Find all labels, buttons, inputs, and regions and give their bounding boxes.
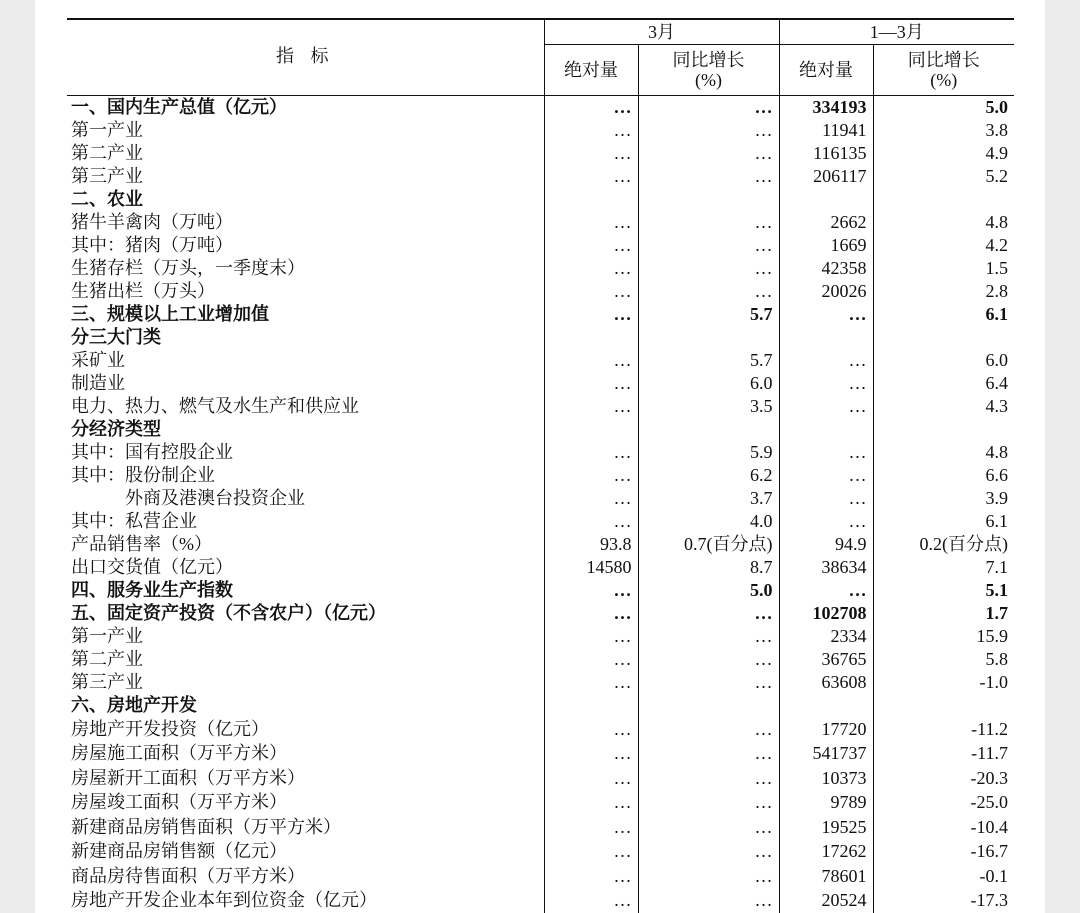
table-row	[67, 510, 1014, 533]
row-label: 三、规模以上工业增加值	[71, 304, 269, 324]
table-row	[67, 766, 1014, 791]
ytd-absolute-cell	[779, 694, 873, 717]
ytd-growth-cell: 6.0	[873, 349, 1014, 372]
table-row	[67, 602, 1014, 625]
march-growth-cell: …	[638, 839, 779, 864]
row-label: 其中：国有控股企业	[71, 442, 233, 462]
march-growth-cell: 6.0	[638, 372, 779, 395]
row-label: 五、固定资产投资（不含农户）（亿元）	[71, 603, 386, 623]
march-absolute-cell	[544, 188, 638, 211]
ytd-absolute-cell: …	[779, 349, 873, 372]
ytd-absolute-cell: …	[779, 303, 873, 326]
table-row	[67, 441, 1014, 464]
row-label: 六、房地产开发	[71, 695, 197, 715]
march-absolute-cell: …	[544, 234, 638, 257]
row-label: 新建商品房销售面积（万平方米）	[71, 816, 341, 837]
march-growth-cell: …	[638, 717, 779, 742]
row-label: 第一产业	[71, 626, 143, 646]
ytd-growth-cell: 4.8	[873, 441, 1014, 464]
document-page	[35, 0, 1045, 913]
ytd-growth-cell: 6.6	[873, 464, 1014, 487]
table-row	[67, 648, 1014, 671]
ytd-growth-cell: -1.0	[873, 671, 1014, 694]
march-growth-cell: …	[638, 119, 779, 142]
table-row	[67, 790, 1014, 815]
march-growth-cell: …	[638, 888, 779, 913]
ytd-absolute-cell: 94.9	[779, 533, 873, 556]
ytd-growth-cell: 5.8	[873, 648, 1014, 671]
row-label: 其中：猪肉（万吨）	[71, 235, 233, 255]
ytd-growth-cell: 1.5	[873, 257, 1014, 280]
table-row	[67, 888, 1014, 913]
row-label: 其中：私营企业	[71, 511, 197, 531]
ytd-growth-cell: -11.7	[873, 741, 1014, 766]
ytd-absolute-cell: 10373	[779, 766, 873, 791]
ytd-absolute-cell: 42358	[779, 257, 873, 280]
row-label: 新建商品房销售额（亿元）	[71, 841, 287, 862]
ytd-absolute-cell: 116135	[779, 142, 873, 165]
march-absolute-cell: …	[544, 602, 638, 625]
march-growth-cell	[638, 418, 779, 441]
ytd-growth-cell: -20.3	[873, 766, 1014, 791]
ytd-absolute-cell: 63608	[779, 671, 873, 694]
ytd-absolute-cell: 541737	[779, 741, 873, 766]
march-absolute-cell: 93.8	[544, 533, 638, 556]
table-row	[67, 326, 1014, 349]
march-absolute-cell: …	[544, 441, 638, 464]
row-label: 制造业	[71, 373, 125, 393]
march-absolute-cell: …	[544, 487, 638, 510]
ytd-growth-cell: 3.8	[873, 119, 1014, 142]
row-label: 二、农业	[71, 189, 143, 209]
period-march-header: 3月	[544, 19, 779, 45]
indicator-header: 指 标	[67, 19, 544, 96]
march-absolute-cell: …	[544, 671, 638, 694]
ytd-absolute-cell	[779, 188, 873, 211]
march-growth-cell: 6.2	[638, 464, 779, 487]
ytd-absolute-cell: …	[779, 395, 873, 418]
ytd-growth-cell: 15.9	[873, 625, 1014, 648]
march-growth-cell: 4.0	[638, 510, 779, 533]
march-growth-cell: 5.0	[638, 579, 779, 602]
table-body	[67, 96, 1014, 913]
march-absolute-cell: …	[544, 96, 638, 119]
ytd-absolute-cell: …	[779, 487, 873, 510]
march-absolute-cell: …	[544, 888, 638, 913]
march-growth-cell: 5.7	[638, 349, 779, 372]
ytd-growth-cell: 0.2(百分点)	[873, 533, 1014, 556]
ytd-absolute-cell: 102708	[779, 602, 873, 625]
table-row	[67, 96, 1014, 119]
ytd-absolute-cell: …	[779, 372, 873, 395]
ytd-growth-cell: 5.0	[873, 96, 1014, 119]
row-label: 分经济类型	[71, 419, 161, 439]
table-row	[67, 372, 1014, 395]
statistics-table	[67, 18, 1014, 913]
march-growth-cell: 5.9	[638, 441, 779, 464]
table-header	[67, 19, 1014, 96]
table-row	[67, 142, 1014, 165]
row-label: 产品销售率（%）	[71, 534, 212, 554]
row-label: 其中：股份制企业	[71, 465, 215, 485]
ytd-absolute-cell	[779, 326, 873, 349]
row-label: 第一产业	[71, 120, 143, 140]
march-absolute-cell: …	[544, 815, 638, 840]
march-absolute-cell: …	[544, 119, 638, 142]
table-row	[67, 165, 1014, 188]
table-row	[67, 864, 1014, 889]
row-label: 第二产业	[71, 649, 143, 669]
march-absolute-cell: …	[544, 648, 638, 671]
march-absolute-cell: …	[544, 165, 638, 188]
row-label: 第三产业	[71, 166, 143, 186]
table-row	[67, 211, 1014, 234]
ytd-growth-cell: 1.7	[873, 602, 1014, 625]
march-growth-cell: …	[638, 741, 779, 766]
ytd-absolute-cell: 78601	[779, 864, 873, 889]
ytd-absolute-cell: 11941	[779, 119, 873, 142]
march-growth-cell: …	[638, 257, 779, 280]
march-absolute-cell: …	[544, 579, 638, 602]
march-absolute-cell: …	[544, 864, 638, 889]
ytd-absolute-cell: 2662	[779, 211, 873, 234]
ytd-growth-cell	[873, 188, 1014, 211]
table-row	[67, 464, 1014, 487]
ytd-absolute-cell: …	[779, 579, 873, 602]
ytd-growth-header: 同比增长 (%)	[873, 45, 1014, 96]
ytd-growth-cell: 2.8	[873, 280, 1014, 303]
ytd-growth-cell: 7.1	[873, 556, 1014, 579]
march-growth-cell: …	[638, 602, 779, 625]
march-absolute-cell: …	[544, 464, 638, 487]
table-row	[67, 671, 1014, 694]
march-absolute-cell	[544, 326, 638, 349]
march-absolute-cell: …	[544, 349, 638, 372]
row-label: 房地产开发企业本年到位资金（亿元）	[71, 890, 377, 911]
march-growth-cell: …	[638, 142, 779, 165]
row-label: 采矿业	[71, 350, 125, 370]
period-jan-mar-header: 1—3月	[779, 19, 1014, 45]
ytd-absolute-cell: …	[779, 464, 873, 487]
table-row	[67, 280, 1014, 303]
march-absolute-cell: …	[544, 303, 638, 326]
ytd-absolute-cell: 20026	[779, 280, 873, 303]
march-absolute-cell: …	[544, 625, 638, 648]
table-row	[67, 234, 1014, 257]
row-label: 电力、热力、燃气及水生产和供应业	[71, 396, 359, 416]
row-label: 分三大门类	[71, 327, 161, 347]
row-label: 一、国内生产总值（亿元）	[71, 97, 287, 118]
ytd-growth-cell: -17.3	[873, 888, 1014, 913]
ytd-growth-cell	[873, 694, 1014, 717]
march-absolute-cell: …	[544, 395, 638, 418]
march-growth-cell: …	[638, 864, 779, 889]
row-label: 四、服务业生产指数	[71, 580, 233, 600]
march-growth-cell	[638, 694, 779, 717]
march-absolute-cell: …	[544, 790, 638, 815]
march-growth-cell: 3.7	[638, 487, 779, 510]
table-row	[67, 188, 1014, 211]
march-growth-cell: …	[638, 625, 779, 648]
ytd-growth-cell: -10.4	[873, 815, 1014, 840]
ytd-absolute-cell: 20524	[779, 888, 873, 913]
row-label: 生猪存栏（万头，一季度末）	[71, 258, 305, 278]
march-absolute-cell: …	[544, 211, 638, 234]
row-label: 商品房待售面积（万平方米）	[71, 865, 305, 886]
ytd-absolute-cell: 38634	[779, 556, 873, 579]
ytd-absolute-cell: 36765	[779, 648, 873, 671]
ytd-growth-cell: 3.9	[873, 487, 1014, 510]
ytd-growth-cell: 5.2	[873, 165, 1014, 188]
ytd-growth-cell: -11.2	[873, 717, 1014, 742]
table-row	[67, 579, 1014, 602]
march-absolute-cell: …	[544, 372, 638, 395]
march-absolute-cell: …	[544, 717, 638, 742]
ytd-growth-cell: 5.1	[873, 579, 1014, 602]
ytd-growth-cell: 6.1	[873, 510, 1014, 533]
march-absolute-cell: …	[544, 510, 638, 533]
row-label: 房屋竣工面积（万平方米）	[71, 792, 287, 813]
row-label: 出口交货值（亿元）	[71, 557, 233, 577]
ytd-growth-cell: -0.1	[873, 864, 1014, 889]
march-absolute-cell: …	[544, 257, 638, 280]
ytd-absolute-cell: 19525	[779, 815, 873, 840]
march-absolute-cell: …	[544, 741, 638, 766]
ytd-absolute-cell: 2334	[779, 625, 873, 648]
ytd-growth-cell	[873, 418, 1014, 441]
march-growth-cell: …	[638, 815, 779, 840]
march-absolute-cell: …	[544, 280, 638, 303]
table-row	[67, 395, 1014, 418]
table-row	[67, 694, 1014, 717]
table-row	[67, 717, 1014, 742]
march-growth-cell: 5.7	[638, 303, 779, 326]
march-growth-cell: …	[638, 280, 779, 303]
march-growth-cell: …	[638, 165, 779, 188]
march-growth-cell	[638, 188, 779, 211]
march-absolute-cell: …	[544, 839, 638, 864]
ytd-growth-cell: 6.4	[873, 372, 1014, 395]
ytd-absolute-cell: …	[779, 510, 873, 533]
march-absolute-cell: …	[544, 142, 638, 165]
table-row	[67, 839, 1014, 864]
march-absolute-cell	[544, 694, 638, 717]
ytd-growth-cell	[873, 326, 1014, 349]
ytd-growth-cell: 4.3	[873, 395, 1014, 418]
table-row	[67, 349, 1014, 372]
table-row	[67, 741, 1014, 766]
row-label: 第三产业	[71, 672, 143, 692]
table-row	[67, 815, 1014, 840]
ytd-growth-cell: 4.8	[873, 211, 1014, 234]
row-label: 房屋新开工面积（万平方米）	[71, 767, 305, 788]
ytd-absolute-cell: 17262	[779, 839, 873, 864]
march-absolute-cell: …	[544, 766, 638, 791]
march-absolute-cell	[544, 418, 638, 441]
march-growth-header: 同比增长 (%)	[638, 45, 779, 96]
row-label: 猪牛羊禽肉（万吨）	[71, 212, 233, 232]
ytd-absolute-cell: 334193	[779, 96, 873, 119]
ytd-growth-cell: -16.7	[873, 839, 1014, 864]
march-growth-cell	[638, 326, 779, 349]
ytd-growth-cell: 4.2	[873, 234, 1014, 257]
row-label: 第二产业	[71, 143, 143, 163]
row-label: 生猪出栏（万头）	[71, 281, 215, 301]
march-absolute-header: 绝对量	[544, 45, 638, 96]
march-growth-cell: …	[638, 234, 779, 257]
march-growth-cell: 8.7	[638, 556, 779, 579]
march-growth-cell: 0.7(百分点)	[638, 533, 779, 556]
ytd-absolute-cell: 206117	[779, 165, 873, 188]
march-growth-cell: …	[638, 96, 779, 119]
march-growth-cell: …	[638, 790, 779, 815]
ytd-absolute-cell: 1669	[779, 234, 873, 257]
table-row	[67, 257, 1014, 280]
march-growth-cell: …	[638, 211, 779, 234]
ytd-absolute-cell	[779, 418, 873, 441]
march-growth-cell: …	[638, 766, 779, 791]
row-label: 房地产开发投资（亿元）	[71, 718, 269, 739]
ytd-absolute-cell: 17720	[779, 717, 873, 742]
row-label: 房屋施工面积（万平方米）	[71, 743, 287, 764]
march-growth-cell: …	[638, 671, 779, 694]
table-row	[67, 303, 1014, 326]
ytd-growth-cell: -25.0	[873, 790, 1014, 815]
table-row	[67, 625, 1014, 648]
ytd-absolute-header: 绝对量	[779, 45, 873, 96]
march-absolute-cell: 14580	[544, 556, 638, 579]
table-row	[67, 533, 1014, 556]
table-row	[67, 418, 1014, 441]
march-growth-cell: …	[638, 648, 779, 671]
ytd-growth-cell: 6.1	[873, 303, 1014, 326]
table-row	[67, 556, 1014, 579]
row-label: 外商及港澳台投资企业	[125, 488, 305, 508]
march-growth-cell: 3.5	[638, 395, 779, 418]
ytd-growth-cell: 4.9	[873, 142, 1014, 165]
ytd-absolute-cell: …	[779, 441, 873, 464]
table-row	[67, 487, 1014, 510]
table-row	[67, 119, 1014, 142]
ytd-absolute-cell: 9789	[779, 790, 873, 815]
